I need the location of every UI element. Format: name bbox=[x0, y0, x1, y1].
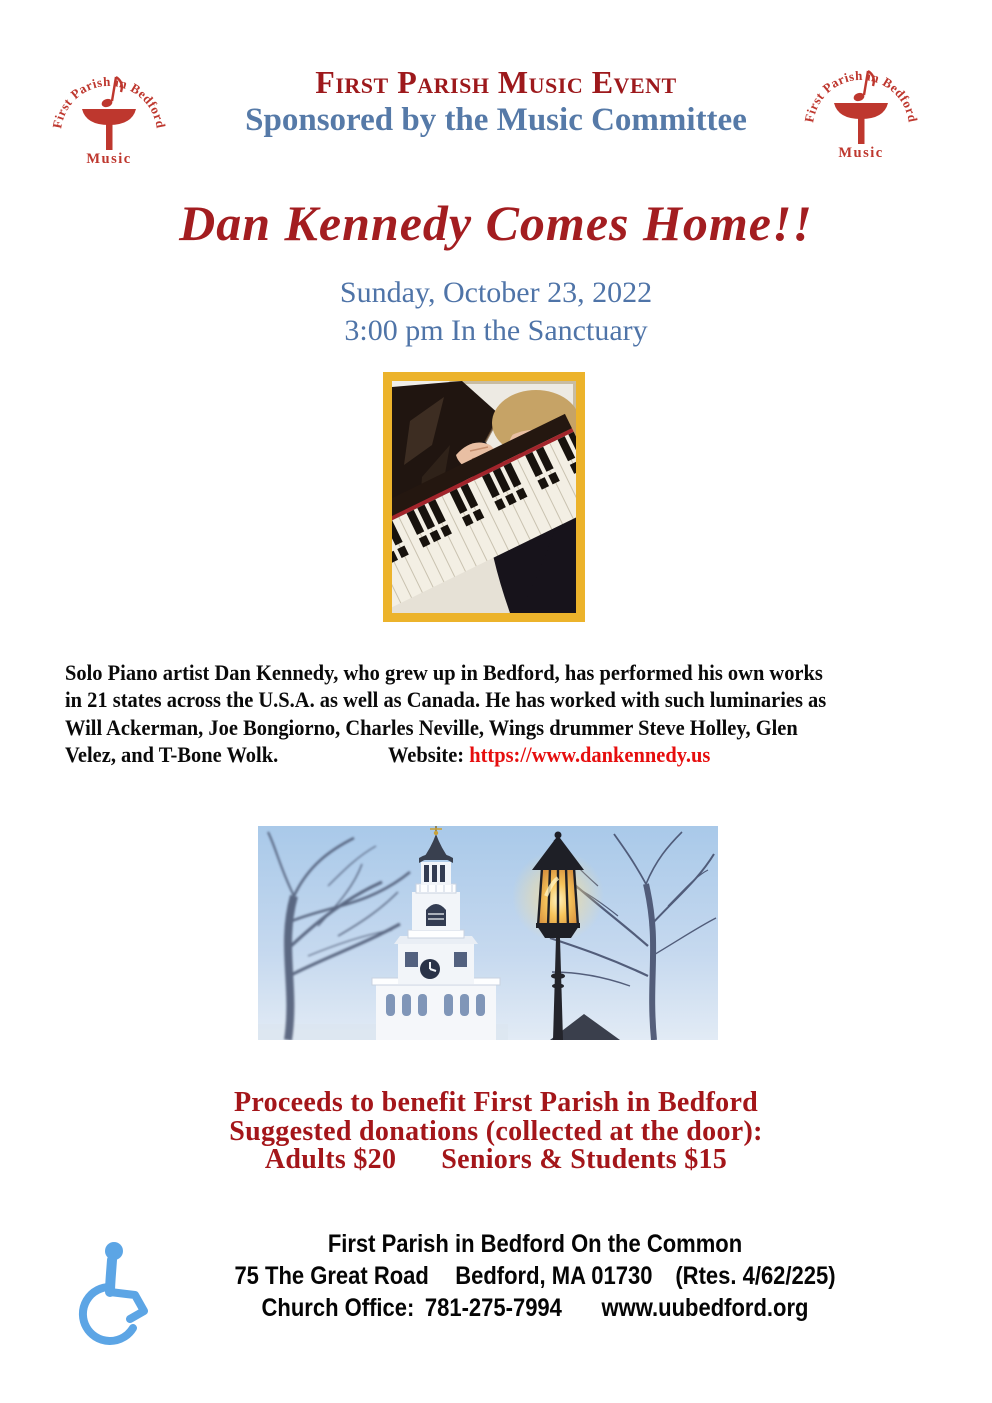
event-time-location: 3:00 pm In the Sanctuary bbox=[344, 314, 648, 347]
logo-arc-text: First Parish in Bedford bbox=[801, 67, 921, 124]
logo-music-label: Music bbox=[86, 151, 132, 167]
footer-address-block bbox=[168, 1228, 902, 1324]
footer-office-label: Church Office: bbox=[261, 1294, 415, 1322]
footer-contact-line bbox=[168, 1292, 902, 1324]
footer-phone: 781-275-7994 bbox=[424, 1294, 562, 1322]
footer-website[interactable]: www.uubedford.org bbox=[601, 1294, 809, 1322]
bio-line-1: Solo Piano artist Dan Kennedy, who grew up in Bedford, has performed his own works bbox=[65, 660, 823, 685]
footer-street: 75 The Great Road bbox=[234, 1262, 429, 1290]
wheelchair-accessibility-icon bbox=[66, 1240, 158, 1346]
donations-block bbox=[0, 1089, 992, 1175]
footer-venue: First Parish in Bedford On the Common bbox=[327, 1230, 743, 1258]
page-subtitle: Sponsored by the Music Committee bbox=[245, 102, 747, 138]
donations-line-1: Proceeds to benefit First Parish in Bedford bbox=[233, 1087, 759, 1118]
pianist-photo bbox=[392, 381, 576, 613]
footer-routes: (Rtes. 4/62/225) bbox=[675, 1262, 836, 1290]
donations-line-3 bbox=[0, 1146, 992, 1175]
donation-seniors: Seniors & Students $15 bbox=[441, 1144, 728, 1176]
donations-line-2: Suggested donations (collected at the door): bbox=[229, 1115, 763, 1147]
bio-line-4-text: Velez, and T-Bone Wolk. bbox=[65, 742, 279, 768]
logo-music-label: Music bbox=[838, 145, 884, 161]
pianist-photo-frame bbox=[383, 372, 585, 622]
bio-line-3: Will Ackerman, Joe Bongiorno, Charles Neville, Wings drummer Steve Holley, Glen bbox=[65, 714, 798, 740]
footer-address-line bbox=[168, 1260, 902, 1292]
event-date: Sunday, October 23, 2022 bbox=[339, 276, 653, 309]
donation-adults: Adults $20 bbox=[264, 1144, 397, 1176]
website-link[interactable]: https://www.dankennedy.us bbox=[469, 742, 711, 768]
footer-city: Bedford, MA 01730 bbox=[455, 1262, 653, 1290]
bio-line-2: in 21 states across the U.S.A. as well as Canada. He has worked with such luminaries as bbox=[65, 687, 827, 713]
logo-arc-text: First Parish in Bedford bbox=[49, 73, 169, 130]
website-label: Website: bbox=[387, 742, 470, 768]
church-photo bbox=[258, 826, 718, 1040]
bio-line-4 bbox=[65, 741, 902, 768]
event-headline: Dan Kennedy Comes Home!! bbox=[179, 195, 813, 251]
bio-paragraph bbox=[65, 659, 965, 769]
page-title: First Parish Music Event bbox=[315, 64, 677, 100]
